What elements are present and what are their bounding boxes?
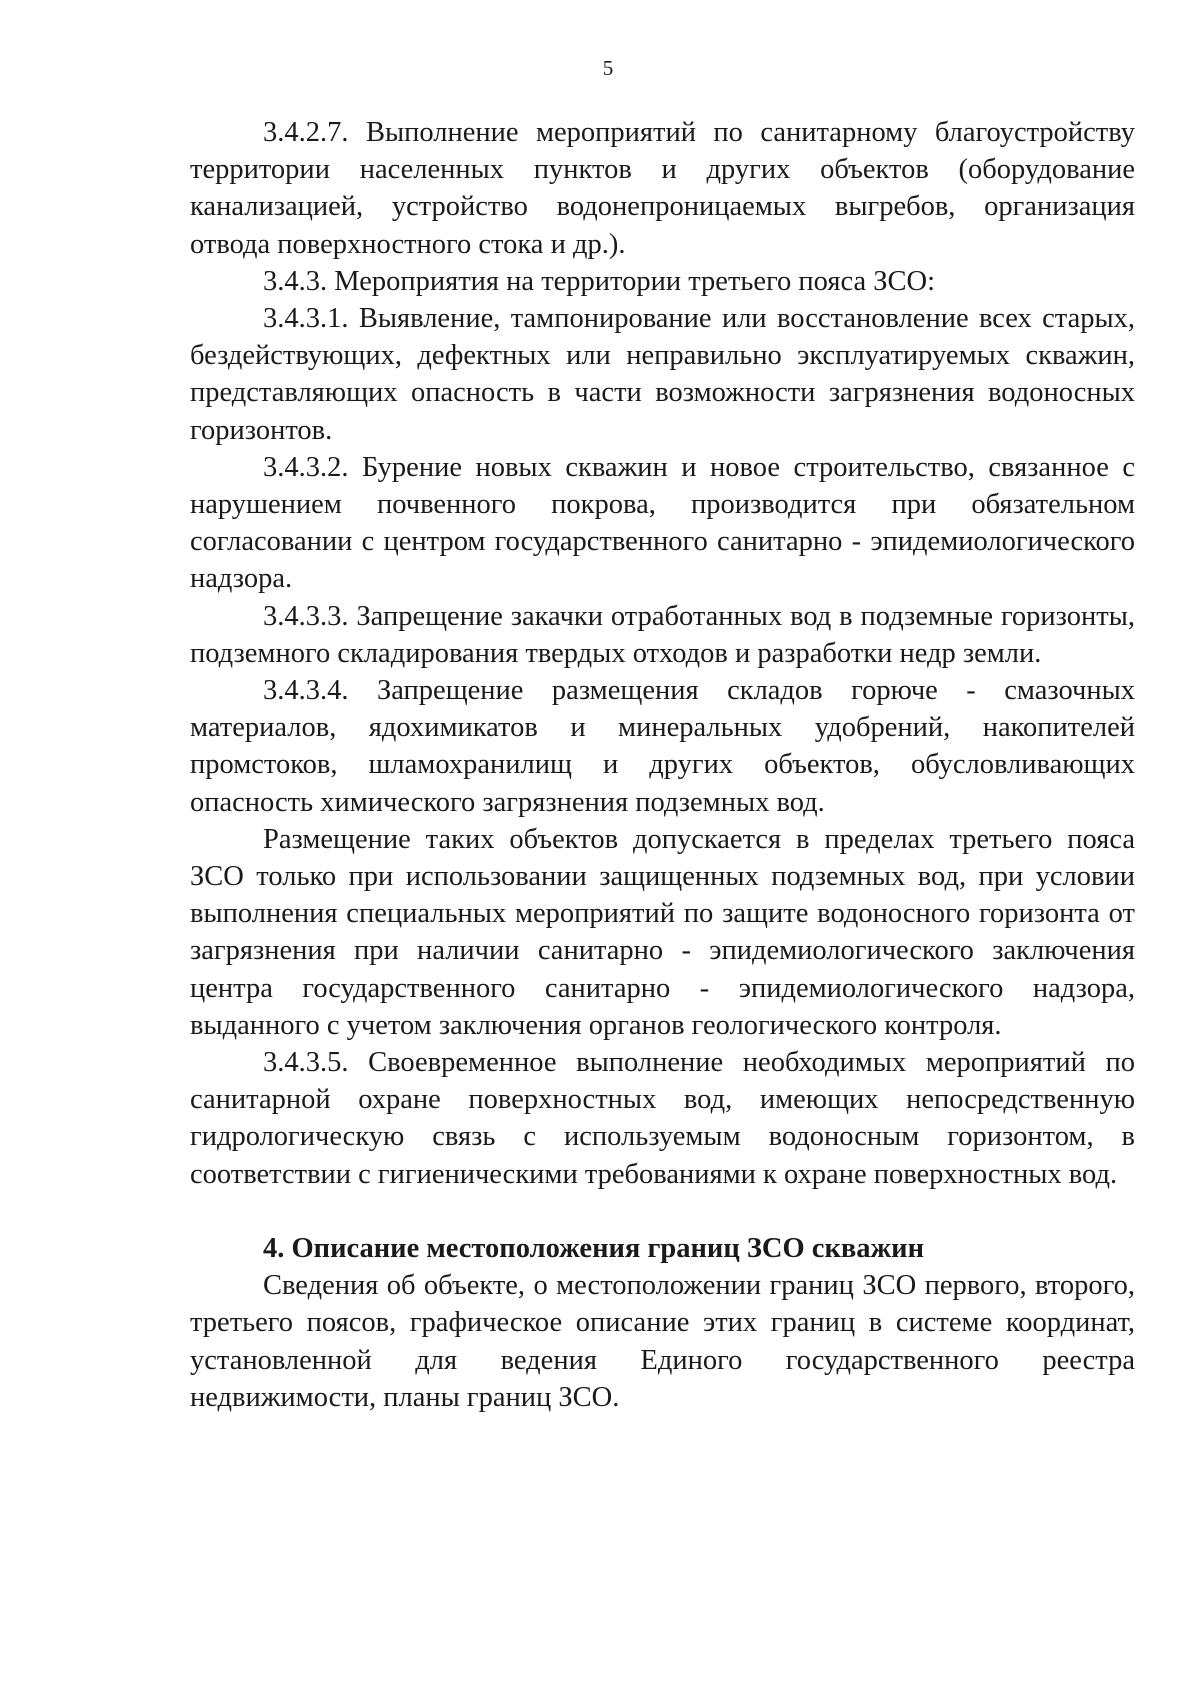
- page-number: 5: [602, 56, 614, 80]
- paragraph-3-4-3: 3.4.3. Мероприятия на территории третьего пояса ЗСО:: [263, 265, 936, 297]
- paragraph-3-4-3-2: 3.4.3.2. Бурение новых скважин и новое строительство, связанное с нарушением почвенного покрова, производится при обязательном согласовании с центром государственного санитарно - эпидемиологического надзора.: [190, 451, 1135, 595]
- paragraph-3-4-3-5: 3.4.3.5. Своевременное выполнение необходимых мероприятий по санитарной охране поверхностных вод, имеющих непосредственную гидрологическую связь с используемым водоносным горизонтом, в соответствии с гигиеническими требованиями к охране поверхностных вод.: [190, 1047, 1135, 1190]
- paragraph-3-4-3-1: 3.4.3.1. Выявление, тампонирование или восстановление всех старых, бездействующих, дефектных или неправильно эксплуатируемых скважин, представляющих опасность в части возможности загрязнения водоносных горизонтов.: [190, 303, 1135, 446]
- document-body: [190, 114, 1135, 1416]
- paragraph-section-4-description: Сведения об объекте, о местоположении границ ЗСО первого, второго, третьего поясов, графическое описание этих границ в системе координат, установленной для ведения Единого государственного реестра недвижимости, планы границ ЗСО.: [190, 1270, 1135, 1413]
- section-heading: 4. Описание местоположения границ ЗСО скважин: [263, 1232, 925, 1264]
- paragraph-placement-conditions: Размещение таких объектов допускается в пределах третьего пояса ЗСО только при использовании защищенных подземных вод, при условии выполнения специальных мероприятий по защите водоносного горизонта от загрязнения при наличии санитарно - эпидемиологического заключения центра государственного санитарно - эпидемиологического надзора, выданного с учетом заключения органов геологического контроля.: [190, 823, 1135, 1041]
- paragraph-3-4-2-7: 3.4.2.7. Выполнение мероприятий по санитарному благоустройству территории населенных пунктов и других объектов (оборудование канализацией, устройство водонепроницаемых выгребов, организация отвода поверхностного стока и др.).: [190, 117, 1135, 260]
- paragraph-3-4-3-4: 3.4.3.4. Запрещение размещения складов горюче - смазочных материалов, ядохимикатов и минеральных удобрений, накопителей промстоков, шламохранилищ и других объектов, обусловливающих опасность химического загрязнения подземных вод.: [190, 675, 1135, 818]
- section-spacer: [190, 1193, 1135, 1230]
- paragraph-3-4-3-3: 3.4.3.3. Запрещение закачки отработанных вод в подземные горизонты, подземного складирования твердых отходов и разработки недр земли.: [190, 600, 1135, 669]
